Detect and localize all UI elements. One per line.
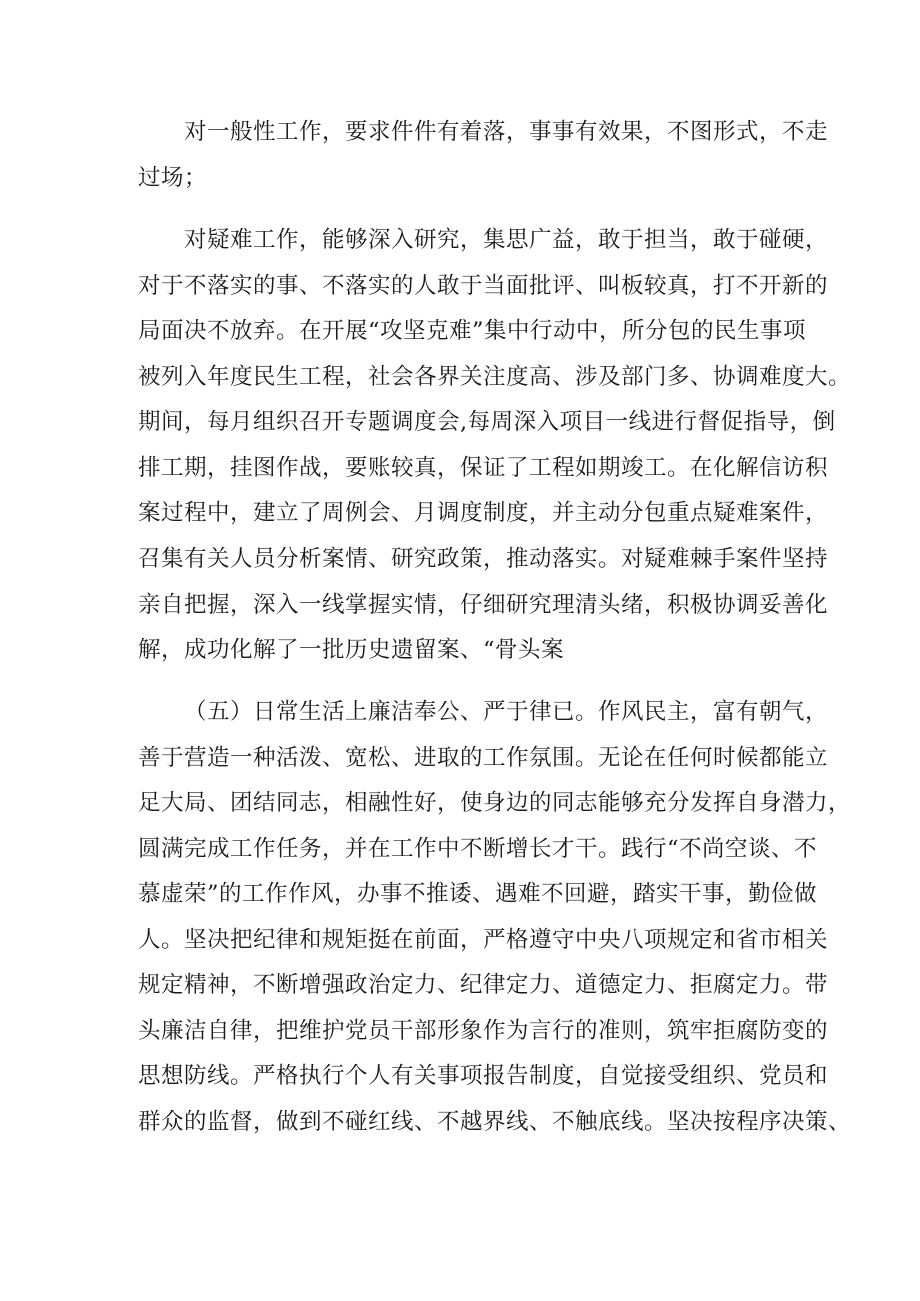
text-line: 人。坚决把纪律和规矩挺在前面，严格遵守中央八项规定和省市相关 xyxy=(138,927,829,953)
text-line: 思想防线。严格执行个人有关事项报告制度，自觉接受组织、党员和 xyxy=(138,1063,829,1089)
text-line: 头廉洁自律，把维护党员干部形象作为言行的准则，筑牢拒腐防变的 xyxy=(138,1018,829,1044)
text-line: 善于营造一种活泼、宽松、进取的工作氛围。无论在任何时候都能立 xyxy=(138,745,829,771)
text-line: 案过程中，建立了周例会、月调度制度，并主动分包重点疑难案件， xyxy=(138,500,829,526)
text-line: 圆满完成工作任务，并在工作中不断增长才干。践行“不尚空谈、不 xyxy=(138,836,818,862)
text-line: 足大局、团结同志，相融性好，使身边的同志能够充分发挥自身潜力， xyxy=(138,790,852,816)
text-line: 解，成功化解了一批历史遗留案、“骨头案 xyxy=(138,637,565,663)
text-line: 被列入年度民生工程，社会各界关注度高、涉及部门多、协调难度大。 xyxy=(138,364,852,390)
text-line: 过场； xyxy=(138,165,208,191)
text-line: 规定精神，不断增强政治定力、纪律定力、道德定力、拒腐定力。带 xyxy=(138,972,829,998)
text-line: 对一般性工作，要求件件有着落，事事有效果，不图形式，不走 xyxy=(184,119,829,145)
text-line: 召集有关人员分析案情、研究政策，推动落实。对疑难棘手案件坚持 xyxy=(138,546,829,572)
text-line: 亲自把握，深入一线掌握实情，仔细研究理清头绪，积极协调妥善化 xyxy=(138,592,829,618)
text-line: 排工期，挂图作战，要账较真，保证了工程如期竣工。在化解信访积 xyxy=(138,455,829,481)
text-line: 对于不落实的事、不落实的人敢于当面批评、叫板较真，打不开新的 xyxy=(138,273,829,299)
text-line: 慕虚荣”的工作作风，办事不推诿、遇难不回避，踏实干事，勤俭做 xyxy=(138,881,818,907)
text-line: 群众的监督，做到不碰红线、不越界线、不触底线。坚决按程序决策、 xyxy=(138,1109,852,1135)
text-line: 局面决不放弃。在开展“攻坚克难”集中行动中，所分包的民生事项 xyxy=(138,318,807,344)
text-line: 期间，每月组织召开专题调度会,每周深入项目一线进行督促指导，倒 xyxy=(138,409,836,435)
text-line: 对疑难工作，能够深入研究，集思广益，敢于担当，敢于碰硬， xyxy=(184,227,829,253)
section-heading-line: （五）日常生活上廉洁奉公、严于律已。作风民主，富有朝气， xyxy=(184,699,829,725)
